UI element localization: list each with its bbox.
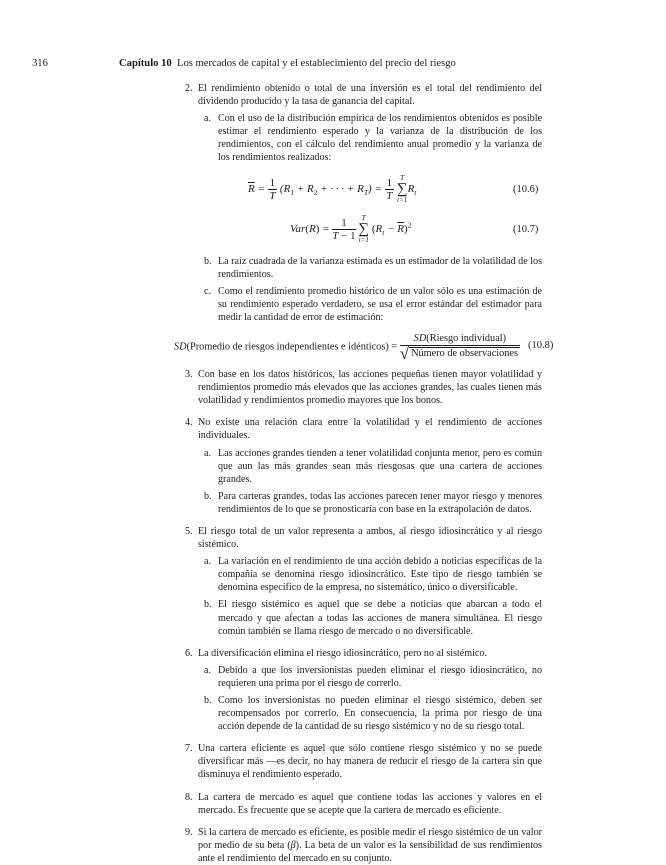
list-item-6: 6. La diversificación elimina el riesgo idiosincrático, pero no al sistémico. [185,647,487,659]
equation-10-8: SD(Promedio de riesgos independientes e idénticos) = $\frac{\text{SD(Riesgo individual)}}{\text{√ Número de observaciones}}$ (10.8) [174,333,554,364]
equation-10-7: Var(R) = $\frac{1}{T - 1}$ T ∑ t=1 $(R_t - \overline{R})^2$ (10.7) [290,213,539,244]
summary-list [0,82,666,865]
chapter-title [119,58,456,69]
page-number: 316 [32,58,48,69]
list-item-6a: a. Debido a que los inversionistas pueden eliminar el riesgo idiosincrático, no requieren una prima por el riesgo de correrlo. [204,664,542,689]
list-item-4a: a. Las acciones grandes tienden a tener volatilidad conjunta menor, pero es común que aun las más grandes sean más riesgosas que una cartera de acciones grandes. [204,447,542,485]
equation-number: (10.7) [513,223,539,235]
equation-number: (10.8) [528,340,554,352]
list-item-5b: b. El riesgo sistémico es aquel que se debe a noticias que abarcan a todo el mercado y que afectan a todas las acciones de manera simultánea. El riesgo común también se llama riesgo de mercado o no diversificable. [204,599,542,637]
list-item-9: 9. Si la cartera de mercado es eficiente, es posible medir el riesgo sistémico de un valor por medio de su beta (β). La beta de un valor es la sensibilidad de sus rendimientos ante el rendimiento del mercado en su conjunto. [185,826,542,864]
chapter-label: Capítulo 10 [119,58,172,69]
list-item-7: 7. Una cartera eficiente es aquel que sólo contiene riesgo sistémico y no se puede diversificar más —es decir, no hay manera de reducir el riesgo de la cartera sin que disminuya el rendimiento esperado. [185,743,542,781]
list-item-5: 5. El riesgo total de un valor representa a ambos, al riesgo idiosincrático y al riesgo sistémico. [185,525,542,551]
beta-symbol: β [290,839,296,851]
list-item-2a: a. Con el uso de la distribución empírica de los rendimientos obtenidos es posible estimar el rendimiento esperado y la varianza de la distribución de los rendimientos, con el cálculo del rendimiento anual promedio y la varianza de los rendimientos realizados: [204,113,542,164]
equation-number: (10.6) [513,183,539,195]
chapter-title-text: Los mercados de capital y el establecimiento del precio del riesgo [176,58,456,69]
list-item-8: 8. La cartera de mercado es aquel que contiene todas las acciones y valores en el mercado. Es frecuente que se acepte que la cartera de mercado es eficiente. [185,791,542,816]
running-header [0,58,666,72]
list-item-6b: b. Como los inversionistas no pueden eliminar el riesgo sistémico, deben ser recompensados por correrlo. En consecuencia, la prima por riesgo de una acción depende de la cantidad de su riesgo sistémico y no de su riesgo total. [204,695,542,733]
list-item-2: 2. El rendimiento obtenido o total de una inversión es el total del rendimiento del dividendo producido y la tasa de ganancia del capital. [185,83,542,108]
list-item-3: 3. Con base en los datos históricos, las acciones pequeñas tienen mayor volatilidad y rendimientos promedio más elevados que las acciones grandes, las cuales tienen más volatilidad y rendimientos promedio mayores que los bonos. [185,369,542,407]
list-item-5a: a. La variación en el rendimiento de una acción debido a noticias específicas de la compañía se denomina riesgo idiosincrático. Este tipo de riesgo también se denomina específico de la empresa, no sistemático, único o diversificable. [204,556,542,594]
list-item-2b: b. La raíz cuadrada de la varianza estimada es un estimador de la volatilidad de los rendimientos. [204,255,542,280]
equation-10-6: $\overline{R}$ = $\frac{1}{T}$ ($R_1 + R_2$ + · · · + $R_T$) = $\frac{1}{T}$ T ∑ t=1 $R_t$ (10.6) [248,173,539,204]
list-item-4: 4. No existe una relación clara entre la volatilidad y el rendimiento de acciones individuales. [185,417,542,442]
list-item-2c: c. Como el rendimiento promedio histórico de un valor sólo es una estimación de su rendimiento esperado verdadero, se usa el error estándar del estimador para medir la cantidad de error de estimación: [204,285,542,323]
list-item-4b: b. Para carteras grandes, todas las acciones parecen tener mayor riesgo y menores rendimientos de lo que se pronosticaría con base en la extrapolación de datos. [204,490,542,515]
